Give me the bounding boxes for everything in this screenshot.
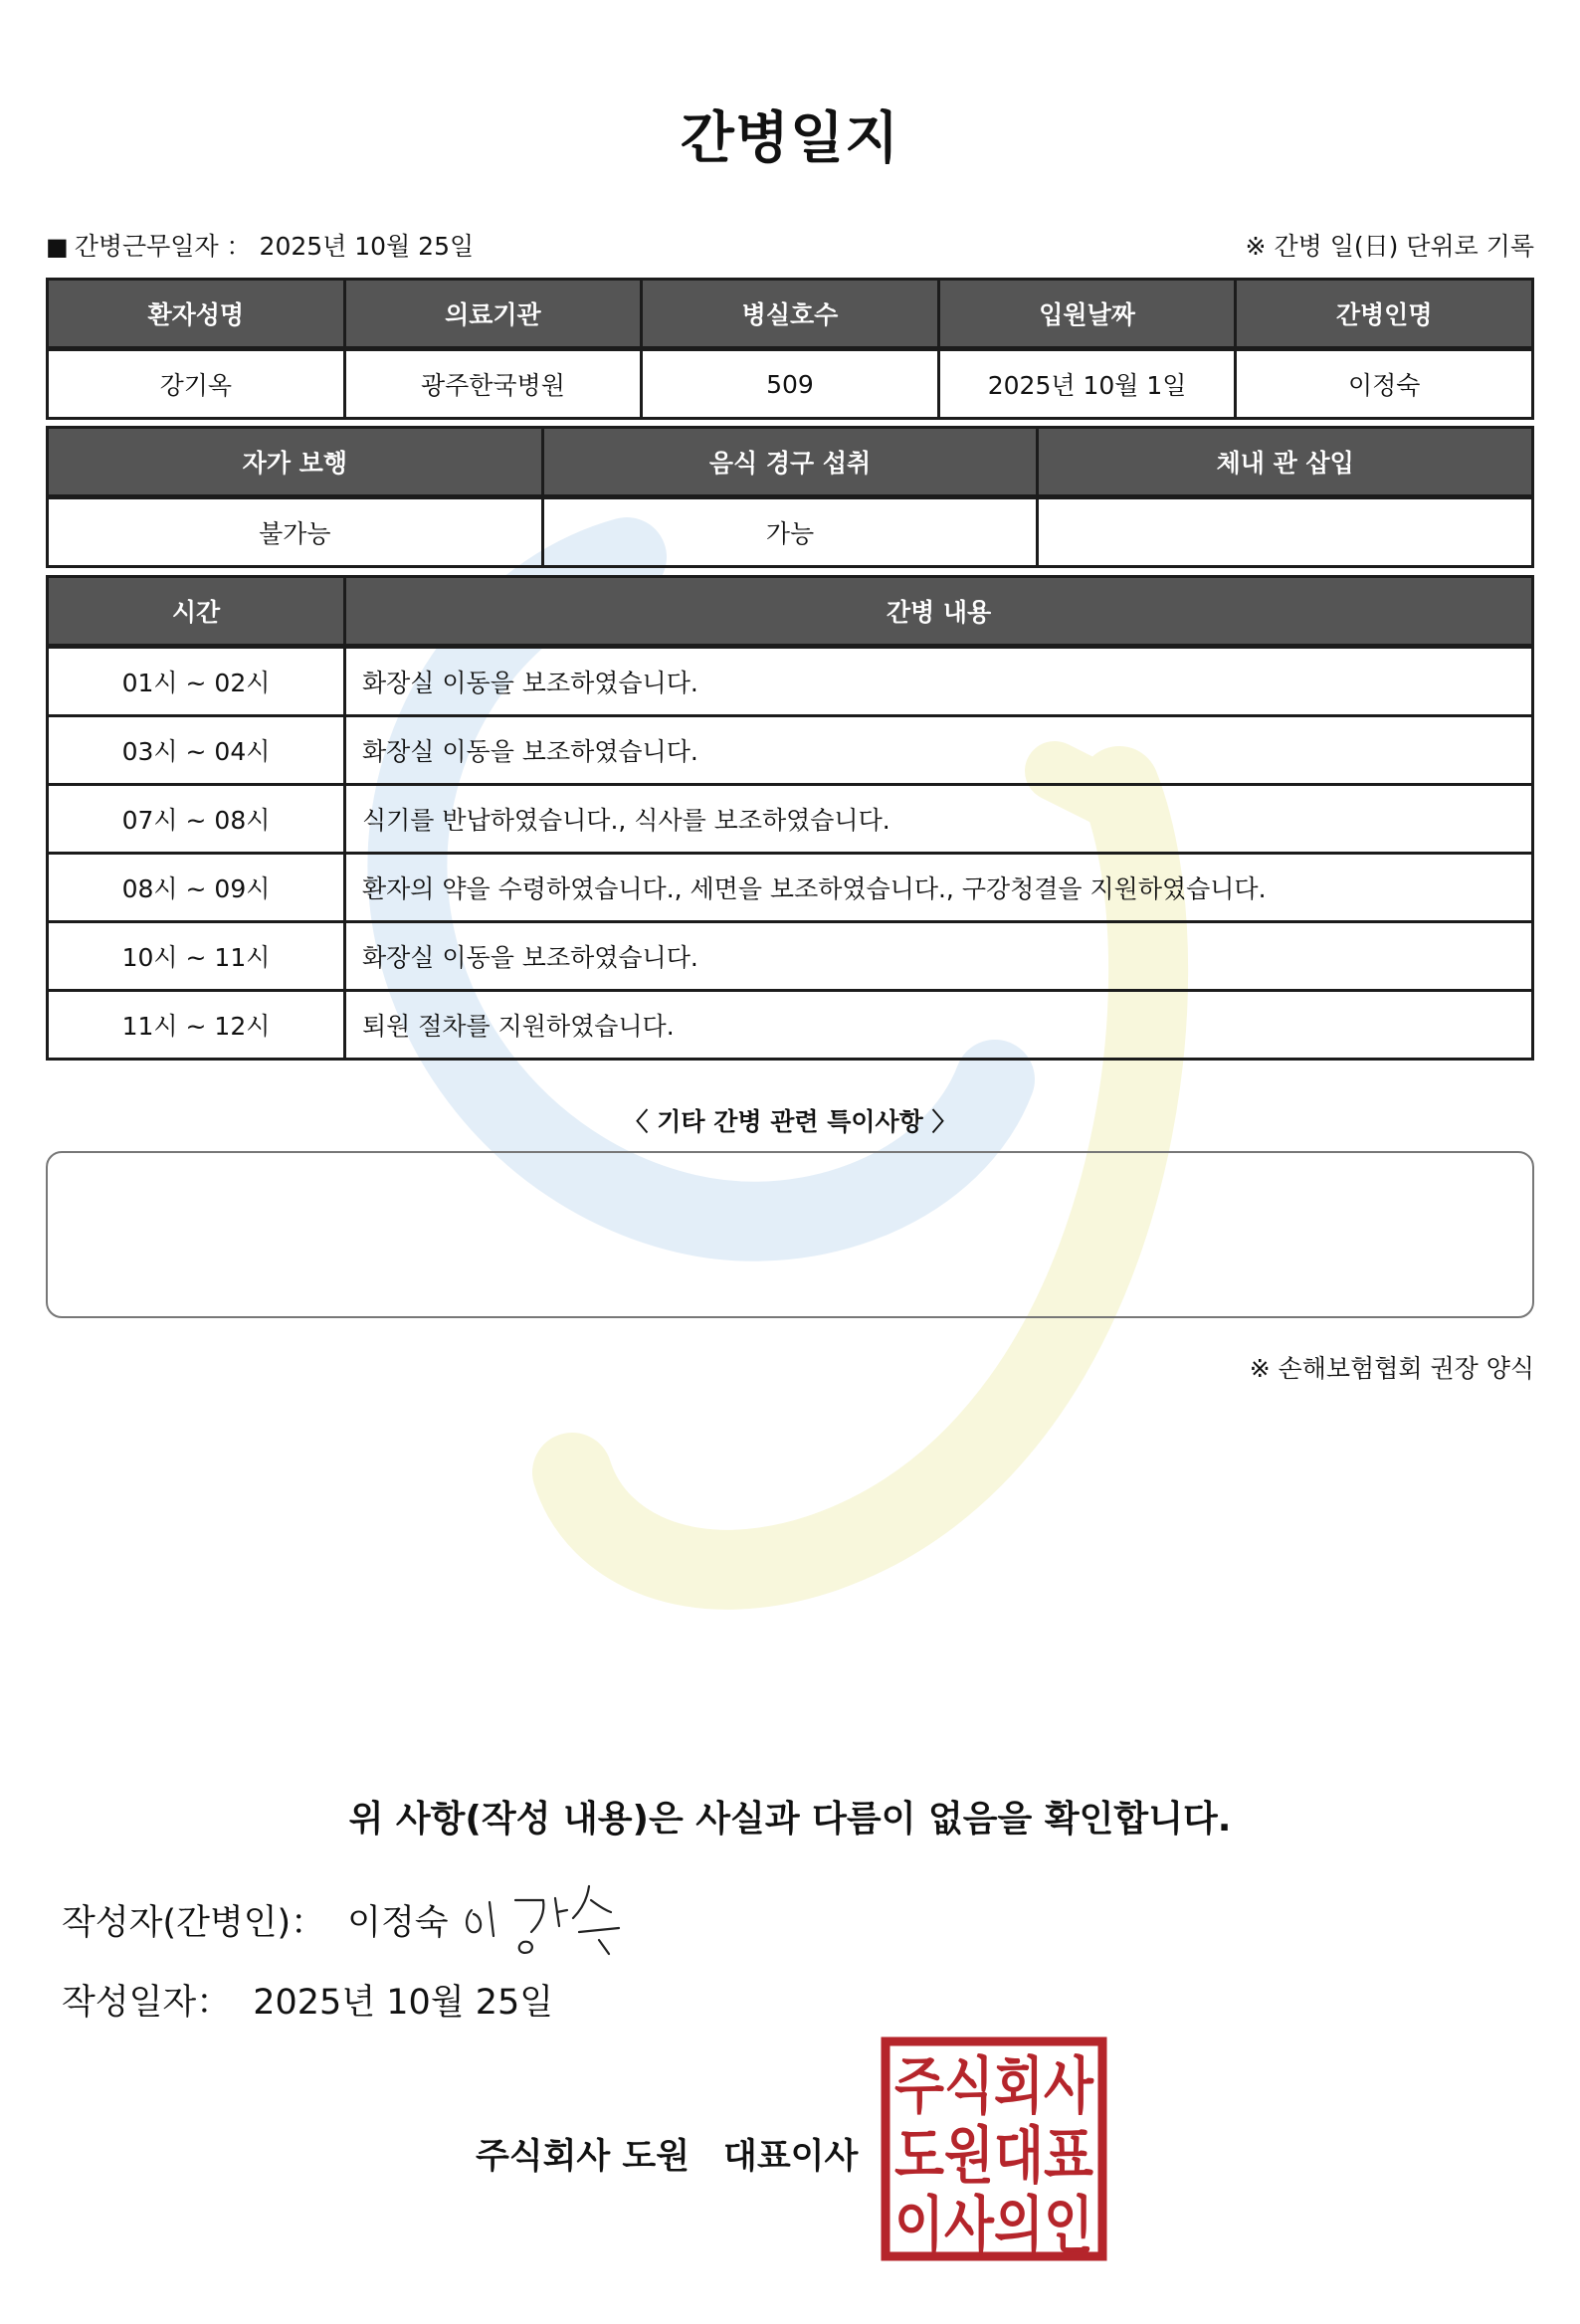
handwritten-signature [460,1880,649,1970]
company-name: 주식회사 도원 [476,2137,691,2177]
care-log-header-row [48,577,1533,647]
header-caregiver-name: 간병인명 [1236,280,1533,349]
log-time: 01시 ~ 02시 [48,647,345,716]
log-content: 식기를 반납하였습니다., 식사를 보조하였습니다. [345,785,1533,854]
square-bullet-icon: ■ [46,233,69,261]
patient-status-value-row [48,497,1533,567]
table-row [48,716,1533,785]
admission-date: 2025년 10월 1일 [938,349,1236,419]
tube-insertion-value [1038,497,1533,567]
table-row [48,785,1533,854]
notes-box [46,1151,1534,1318]
header-patient-name: 환자성명 [48,280,345,349]
header-tube-insertion: 체내 관 삽입 [1038,428,1533,497]
seal-text [894,2049,1094,2261]
header-hospital: 의료기관 [344,280,642,349]
header-time: 시간 [48,577,345,647]
log-time: 11시 ~ 12시 [48,991,345,1060]
header-care-content: 간병 내용 [345,577,1533,647]
record-unit-note: ※ 간병 일(日) 단위로 기록 [1245,232,1534,261]
self-walking-value: 불가능 [48,497,543,567]
date-value: 2025년 10월 25일 [253,1983,554,2023]
notes-heading: 〈 기타 간병 관련 특이사항 〉 [623,1107,957,1136]
writer-name: 이정숙 [347,1903,449,1943]
document-title: 간병일지 [680,106,900,171]
header-room-number: 병실호수 [642,280,939,349]
header-oral-intake: 음식 경구 섭취 [542,428,1038,497]
date-line [62,1975,553,2025]
company-seal [880,2035,1108,2262]
seal-text-line: 이사의인 [894,2189,1093,2261]
log-time: 03시 ~ 04시 [48,716,345,785]
meta-row [46,227,1534,261]
caregiver-name: 이정숙 [1236,349,1533,419]
table-row [48,922,1533,991]
patient-info-header-row [48,280,1533,349]
room-number: 509 [642,349,939,419]
log-time: 08시 ~ 09시 [48,854,345,922]
hospital-name: 광주한국병원 [344,349,642,419]
log-content: 환자의 약을 수령하였습니다., 세면을 보조하였습니다., 구강청결을 지원하였습니다. [345,854,1533,922]
log-time: 07시 ~ 08시 [48,785,345,854]
log-content: 화장실 이동을 보조하였습니다. [345,922,1533,991]
log-content: 화장실 이동을 보조하였습니다. [345,716,1533,785]
log-content: 화장실 이동을 보조하였습니다. [345,647,1533,716]
patient-status-header-row [48,428,1533,497]
patient-name: 강기옥 [48,349,345,419]
patient-status-table [46,426,1534,568]
patient-info-value-row [48,349,1533,419]
header-admission-date: 입원날짜 [938,280,1236,349]
work-date-label: 간병근무일자 ： [74,232,252,261]
patient-info-table [46,278,1534,420]
log-time: 10시 ~ 11시 [48,922,345,991]
oral-intake-value: 가능 [542,497,1038,567]
seal-text-line: 도원대표 [894,2119,1094,2192]
representative-title: 대표이사 [723,2137,859,2177]
table-row [48,991,1533,1060]
care-log-table [46,575,1534,1061]
confirmation-statement: 위 사항(작성 내용)은 사실과 다름이 없음을 확인합니다. [348,1799,1232,1840]
header-self-walking: 자가 보행 [48,428,543,497]
work-date [46,227,474,263]
seal-text-line: 주식회사 [894,2049,1094,2122]
writer-line [62,1895,449,1945]
log-content: 퇴원 절차를 지원하였습니다. [345,991,1533,1060]
recommendation-note: ※ 손해보험협회 권장 양식 [1249,1354,1534,1383]
date-label: 작성일자： [62,1983,232,2023]
table-row [48,647,1533,716]
company-line [476,2129,858,2179]
table-row [48,854,1533,922]
writer-label: 작성자(간병인)： [62,1903,326,1943]
work-date-value: 2025년 10월 25일 [259,232,475,261]
